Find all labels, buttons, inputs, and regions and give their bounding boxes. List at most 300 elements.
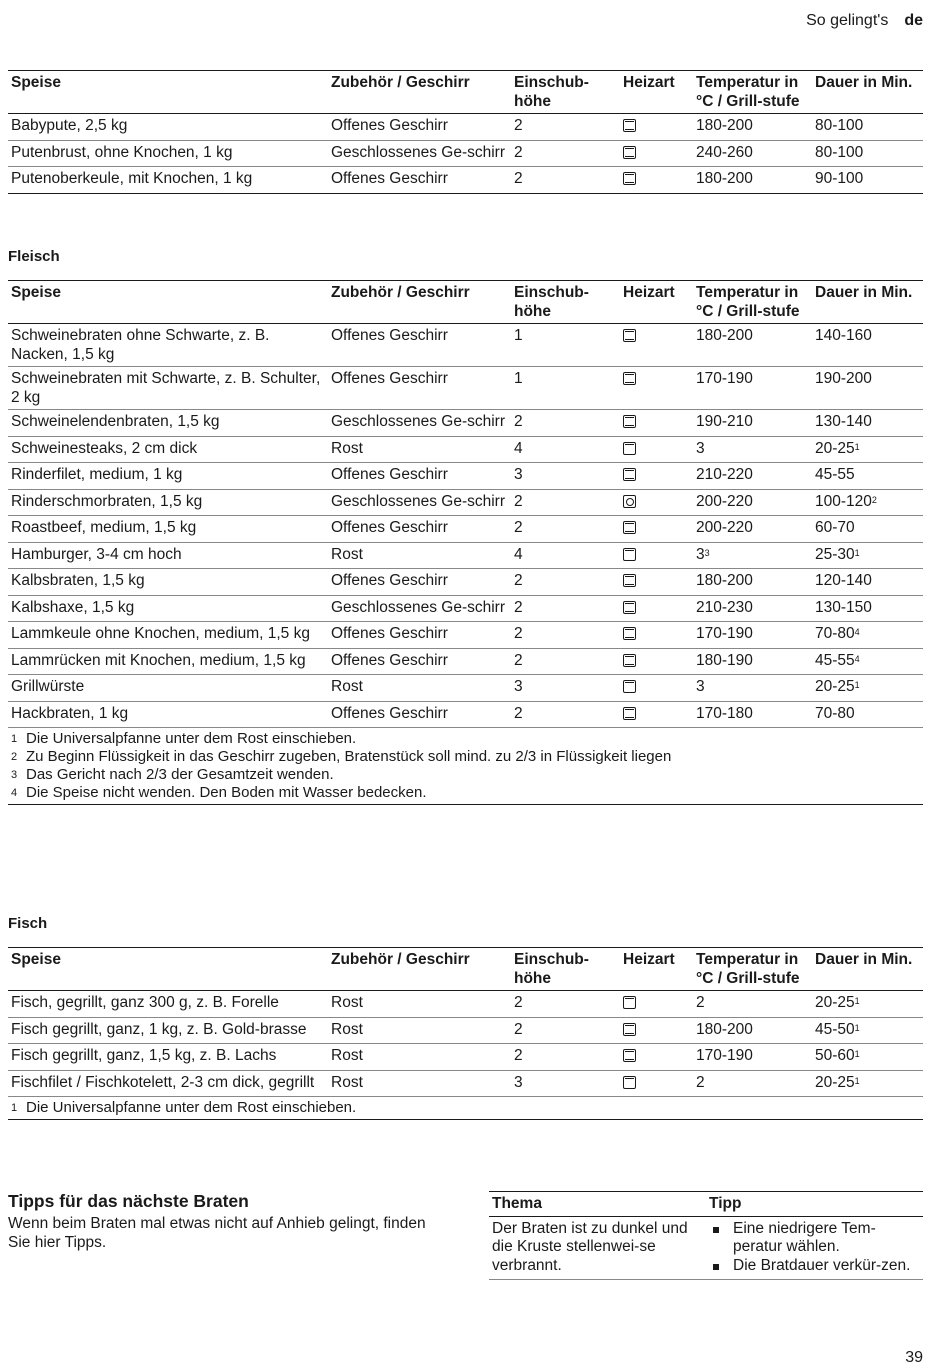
column-header: Dauer in Min. — [815, 284, 913, 301]
cell-duration — [812, 1017, 923, 1044]
duration: 190-200 — [815, 370, 872, 387]
footnote-ref: 1 — [854, 996, 860, 1006]
cell-level — [511, 140, 620, 167]
footnote — [11, 748, 920, 766]
shelf-level: 2 — [514, 413, 523, 430]
cell-temp — [693, 1070, 812, 1097]
cell-dish — [8, 367, 328, 410]
cell-level — [511, 114, 620, 141]
temperature: 180-200 — [696, 327, 753, 344]
cell-duration — [812, 516, 923, 543]
table-row — [8, 1070, 923, 1097]
section-title: Fisch — [8, 915, 48, 932]
shelf-level: 2 — [514, 1020, 523, 1038]
footnotes — [8, 728, 923, 805]
temperature: 180-190 — [696, 651, 753, 669]
cell-duration — [812, 140, 923, 167]
shelf-level: 3 — [514, 678, 523, 695]
temperature: 170-190 — [696, 370, 753, 387]
duration: 60-70 — [815, 519, 855, 536]
shelf-level: 2 — [514, 625, 523, 642]
dish-name: Fisch, gegrillt, ganz 300 g, z. B. Forelle — [11, 994, 279, 1011]
grill-fan-icon — [623, 1049, 636, 1062]
shelf-level: 2 — [514, 994, 523, 1011]
shelf-level: 2 — [514, 143, 523, 161]
cell-dish — [8, 1044, 328, 1071]
cell-dish — [8, 675, 328, 702]
duration: 20-25 — [815, 1073, 855, 1091]
cell-duration — [812, 675, 923, 702]
column-header: Zubehör / Geschirr — [331, 74, 470, 91]
cell-level — [511, 167, 620, 194]
tips-intro: Wenn beim Braten mal etwas nicht auf Anhieb gelingt, finden Sie hier Tipps. — [8, 1215, 426, 1251]
cell-temp — [693, 516, 812, 543]
dish-name: Lammkeule ohne Knochen, medium, 1,5 kg — [11, 625, 310, 642]
cell-temp — [693, 367, 812, 410]
cell-dish — [8, 569, 328, 596]
cell-heat — [620, 410, 693, 437]
tips-body — [489, 1216, 923, 1280]
tips-table — [489, 1191, 923, 1280]
shelf-level: 2 — [514, 170, 523, 187]
shelf-level: 1 — [514, 370, 523, 387]
accessory: Rost — [331, 1073, 363, 1091]
cell-level — [511, 324, 620, 367]
footnote-text: Die Speise nicht wenden. Den Boden mit Wasser bedecken. — [26, 784, 427, 801]
cell-dish — [8, 140, 328, 167]
footnote-text: Das Gericht nach 2/3 der Gesamtzeit wenden. — [26, 766, 334, 783]
duration: 20-25 — [815, 994, 855, 1011]
temperature: 200-220 — [696, 492, 753, 510]
dish-name: Hackbraten, 1 kg — [11, 704, 129, 722]
cell-heat — [620, 675, 693, 702]
cell-duration — [812, 595, 923, 622]
fan-heat-icon — [623, 495, 636, 508]
cell-heat — [620, 516, 693, 543]
table-header-row — [8, 71, 923, 114]
tips-theme: Der Braten ist zu dunkel und die Kruste stellenwei-se verbrannt. — [492, 1219, 688, 1274]
duration: 20-25 — [815, 439, 855, 457]
footnote-mark: 3 — [11, 769, 18, 781]
cell-temp — [693, 114, 812, 141]
cell-level — [511, 489, 620, 516]
dish-name: Kalbshaxe, 1,5 kg — [11, 598, 135, 616]
cell-level — [511, 991, 620, 1018]
temperature: 3 — [696, 439, 705, 457]
grill-fan-icon — [623, 627, 636, 640]
duration: 70-80 — [815, 625, 855, 642]
footnotes-row — [8, 728, 923, 805]
shelf-level: 2 — [514, 1047, 523, 1064]
header-lang: de — [904, 12, 923, 29]
cell-temp — [693, 675, 812, 702]
dish-name: Fischfilet / Fischkotelett, 2-3 cm dick, gegrillt — [11, 1073, 315, 1091]
table-row — [8, 675, 923, 702]
tips-row — [489, 1216, 923, 1280]
footnotes-row — [8, 1097, 923, 1120]
accessory: Rost — [331, 994, 363, 1011]
cell-heat — [620, 436, 693, 463]
cell-temp — [693, 595, 812, 622]
cell-dish — [8, 516, 328, 543]
cell-accessory — [328, 648, 511, 675]
grill-icon — [623, 996, 636, 1009]
footnote — [11, 730, 920, 748]
cooking-table — [8, 70, 923, 194]
accessory: Rost — [331, 1047, 363, 1064]
cell-duration — [812, 542, 923, 569]
shelf-level: 1 — [514, 327, 523, 344]
grill-icon — [623, 1076, 636, 1089]
cell-temp — [693, 140, 812, 167]
cell-dish — [8, 114, 328, 141]
shelf-level: 4 — [514, 545, 523, 563]
cell-duration — [812, 622, 923, 649]
footnote-ref: 1 — [854, 441, 860, 452]
accessory: Offenes Geschirr — [331, 117, 448, 134]
footnote-ref: 3 — [704, 547, 710, 558]
grill-fan-icon — [623, 654, 636, 667]
table-row — [8, 516, 923, 543]
column-header: Speise — [11, 284, 61, 301]
cell-temp — [693, 167, 812, 194]
column-header: Temperatur in °C / Grill-stufe — [696, 284, 800, 320]
cell-dish — [8, 542, 328, 569]
cell-temp — [693, 622, 812, 649]
cell-heat — [620, 991, 693, 1018]
dish-name: Hamburger, 3-4 cm hoch — [11, 545, 182, 563]
cell-level — [511, 1070, 620, 1097]
temperature: 170-190 — [696, 625, 753, 642]
section-title: Fleisch — [8, 248, 60, 265]
cell-temp — [693, 991, 812, 1018]
cell-heat — [620, 489, 693, 516]
cell-dish — [8, 410, 328, 437]
temperature: 170-180 — [696, 704, 753, 722]
top-bottom-heat-icon — [623, 601, 636, 614]
shelf-level: 2 — [514, 704, 523, 722]
cell-level — [511, 569, 620, 596]
temperature: 180-200 — [696, 1020, 753, 1038]
cell-accessory — [328, 595, 511, 622]
cell-temp — [693, 648, 812, 675]
cell-duration — [812, 1044, 923, 1071]
accessory: Offenes Geschirr — [331, 327, 448, 344]
cell-temp — [693, 463, 812, 490]
shelf-level: 2 — [514, 598, 523, 616]
cell-duration — [812, 367, 923, 410]
cell-accessory — [328, 140, 511, 167]
footnote-mark: 4 — [11, 787, 18, 799]
accessory: Rost — [331, 1020, 363, 1038]
tip-item: Eine niedrigere Tem-peratur wählen. — [709, 1220, 920, 1257]
grill-fan-icon — [623, 372, 636, 385]
table-row — [8, 167, 923, 194]
footnote-ref: 1 — [854, 547, 860, 558]
duration: 25-30 — [815, 545, 855, 563]
top-bottom-heat-icon — [623, 468, 636, 481]
table-row — [8, 595, 923, 622]
duration: 80-100 — [815, 143, 864, 161]
cell-accessory — [328, 489, 511, 516]
cell-temp — [693, 1044, 812, 1071]
duration: 90-100 — [815, 170, 864, 187]
cell-accessory — [328, 410, 511, 437]
cell-dish — [8, 489, 328, 516]
shelf-level: 2 — [514, 492, 523, 510]
accessory: Offenes Geschirr — [331, 519, 448, 536]
grill-fan-icon — [623, 329, 636, 342]
cell-temp — [693, 542, 812, 569]
cell-duration — [812, 324, 923, 367]
cell-accessory — [328, 1017, 511, 1044]
table-row — [8, 140, 923, 167]
accessory: Geschlossenes Ge-schirr — [331, 413, 506, 430]
temperature: 2 — [696, 1073, 705, 1091]
cell-heat — [620, 367, 693, 410]
dish-name: Lammrücken mit Knochen, medium, 1,5 kg — [11, 651, 306, 669]
cell-dish — [8, 1017, 328, 1044]
footnotes — [8, 1097, 923, 1120]
footnote-mark: 1 — [11, 733, 18, 745]
dish-name: Kalbsbraten, 1,5 kg — [11, 572, 145, 589]
cell-duration — [812, 114, 923, 141]
cell-temp — [693, 489, 812, 516]
cell-duration — [812, 991, 923, 1018]
accessory: Offenes Geschirr — [331, 170, 448, 187]
footnote-ref: 2 — [871, 494, 877, 505]
column-header: Heizart — [623, 284, 675, 301]
cell-duration — [812, 648, 923, 675]
table-row — [8, 1017, 923, 1044]
cell-heat — [620, 463, 693, 490]
footnote-ref: 1 — [854, 1049, 860, 1059]
tips-col-tip: Tipp — [709, 1195, 742, 1212]
table-row — [8, 114, 923, 141]
table-row — [8, 489, 923, 516]
top-bottom-heat-icon — [623, 415, 636, 428]
shelf-level: 2 — [514, 572, 523, 589]
column-header: Zubehör / Geschirr — [331, 951, 470, 968]
column-header: Einschub-höhe — [514, 74, 589, 110]
table-row — [8, 324, 923, 367]
column-header: Dauer in Min. — [815, 74, 913, 91]
cell-heat — [620, 114, 693, 141]
grill-fan-icon — [623, 1023, 636, 1036]
temperature: 3 — [696, 545, 705, 563]
cell-dish — [8, 622, 328, 649]
cell-accessory — [328, 516, 511, 543]
cell-level — [511, 648, 620, 675]
footnote-ref: 4 — [854, 627, 860, 637]
cell-dish — [8, 324, 328, 367]
dish-name: Schweinebraten mit Schwarte, z. B. Schulter, 2 kg — [11, 370, 321, 406]
grill-icon — [623, 548, 636, 561]
cell-accessory — [328, 622, 511, 649]
cell-duration — [812, 569, 923, 596]
cell-level — [511, 1044, 620, 1071]
cell-duration — [812, 701, 923, 728]
accessory: Rost — [331, 678, 363, 695]
tips-col-theme: Thema — [492, 1195, 542, 1212]
cell-heat — [620, 701, 693, 728]
top-bottom-heat-icon — [623, 146, 636, 159]
cell-level — [511, 410, 620, 437]
temperature: 190-210 — [696, 413, 753, 430]
cell-duration — [812, 1070, 923, 1097]
cell-accessory — [328, 675, 511, 702]
column-header: Speise — [11, 951, 61, 968]
temperature: 180-200 — [696, 170, 753, 187]
table-row — [8, 463, 923, 490]
cell-temp — [693, 436, 812, 463]
cell-accessory — [328, 1044, 511, 1071]
tips-title: Tipps für das nächste Braten — [8, 1191, 249, 1211]
accessory: Geschlossenes Ge-schirr — [331, 492, 506, 510]
table-row — [8, 367, 923, 410]
accessory: Geschlossenes Ge-schirr — [331, 143, 506, 161]
shelf-level: 4 — [514, 439, 523, 457]
footnote-ref: 1 — [854, 1075, 860, 1086]
footnote — [11, 766, 920, 784]
temperature: 210-230 — [696, 598, 753, 616]
cell-accessory — [328, 542, 511, 569]
cell-heat — [620, 1070, 693, 1097]
cell-temp — [693, 1017, 812, 1044]
cell-heat — [620, 1044, 693, 1071]
column-header: Heizart — [623, 74, 675, 91]
shelf-level: 2 — [514, 117, 523, 134]
temperature: 210-220 — [696, 466, 753, 483]
cell-heat — [620, 140, 693, 167]
column-header: Speise — [11, 74, 61, 91]
accessory: Offenes Geschirr — [331, 466, 448, 483]
footnote-ref: 1 — [854, 680, 860, 690]
duration: 120-140 — [815, 572, 872, 589]
cell-level — [511, 675, 620, 702]
cell-dish — [8, 991, 328, 1018]
cell-accessory — [328, 463, 511, 490]
column-header: Temperatur in °C / Grill-stufe — [696, 951, 800, 987]
dish-name: Rinderschmorbraten, 1,5 kg — [11, 492, 203, 510]
cell-duration — [812, 410, 923, 437]
shelf-level: 2 — [514, 651, 523, 669]
temperature: 2 — [696, 994, 705, 1011]
duration: 45-55 — [815, 651, 855, 669]
duration: 45-55 — [815, 466, 855, 483]
accessory: Offenes Geschirr — [331, 704, 448, 722]
cell-duration — [812, 167, 923, 194]
cell-level — [511, 701, 620, 728]
temperature: 180-200 — [696, 117, 753, 134]
table-row — [8, 542, 923, 569]
dish-name: Putenoberkeule, mit Knochen, 1 kg — [11, 170, 253, 187]
dish-name: Roastbeef, medium, 1,5 kg — [11, 519, 197, 536]
temperature: 180-200 — [696, 572, 753, 589]
column-header: Heizart — [623, 951, 675, 968]
accessory: Offenes Geschirr — [331, 572, 448, 589]
cell-accessory — [328, 436, 511, 463]
tip-item: Die Bratdauer verkür-zen. — [709, 1257, 920, 1276]
tips-list-cell — [706, 1216, 923, 1280]
dish-name: Schweinesteaks, 2 cm dick — [11, 439, 198, 457]
accessory: Rost — [331, 439, 363, 457]
cell-heat — [620, 648, 693, 675]
cell-duration — [812, 463, 923, 490]
accessory: Offenes Geschirr — [331, 370, 448, 387]
grill-fan-icon — [623, 707, 636, 720]
cell-accessory — [328, 367, 511, 410]
accessory: Rost — [331, 545, 363, 563]
grill-icon — [623, 442, 636, 455]
cell-heat — [620, 595, 693, 622]
grill-fan-icon — [623, 119, 636, 132]
table-row — [8, 569, 923, 596]
accessory: Offenes Geschirr — [331, 625, 448, 642]
cell-dish — [8, 1070, 328, 1097]
table-header-row — [8, 281, 923, 324]
column-header: Temperatur in °C / Grill-stufe — [696, 74, 800, 110]
cell-heat — [620, 1017, 693, 1044]
temperature: 170-190 — [696, 1047, 753, 1064]
footnote-text: Die Universalpfanne unter dem Rost einschieben. — [26, 730, 357, 747]
footnote-mark: 1 — [11, 1102, 18, 1114]
dish-name: Babypute, 2,5 kg — [11, 117, 128, 134]
dish-name: Schweinebraten ohne Schwarte, z. B. Nacken, 1,5 kg — [11, 327, 270, 363]
cell-accessory — [328, 324, 511, 367]
cooking-table — [8, 947, 923, 1120]
cell-temp — [693, 324, 812, 367]
column-header: Dauer in Min. — [815, 951, 913, 968]
dish-name: Grillwürste — [11, 678, 85, 695]
cell-level — [511, 595, 620, 622]
cell-duration — [812, 489, 923, 516]
temperature: 240-260 — [696, 143, 753, 161]
footnote-text: Die Universalpfanne unter dem Rost einschieben. — [26, 1099, 357, 1116]
cooking-table — [8, 280, 923, 805]
cell-heat — [620, 622, 693, 649]
duration: 100-120 — [815, 492, 872, 510]
tips-header-row — [489, 1192, 923, 1217]
header-section: So gelingt's — [806, 12, 889, 29]
table-row — [8, 648, 923, 675]
column-header: Zubehör / Geschirr — [331, 284, 470, 301]
table-row — [8, 410, 923, 437]
temperature: 3 — [696, 678, 705, 695]
cell-level — [511, 436, 620, 463]
cell-level — [511, 622, 620, 649]
footnote-text: Zu Beginn Flüssigkeit in das Geschirr zugeben, Bratenstück soll mind. zu 2/3 in Flüssigkeit liegen — [26, 748, 672, 765]
cell-heat — [620, 167, 693, 194]
page-header — [806, 12, 923, 30]
duration: 130-140 — [815, 413, 872, 430]
grill-fan-icon — [623, 521, 636, 534]
cell-accessory — [328, 991, 511, 1018]
cell-level — [511, 367, 620, 410]
footnote-ref: 1 — [854, 1022, 860, 1033]
grill-icon — [623, 680, 636, 693]
cell-accessory — [328, 1070, 511, 1097]
column-header: Einschub-höhe — [514, 284, 589, 320]
cell-level — [511, 516, 620, 543]
cell-temp — [693, 410, 812, 437]
cell-heat — [620, 324, 693, 367]
cell-temp — [693, 569, 812, 596]
dish-name: Fisch gegrillt, ganz, 1,5 kg, z. B. Lachs — [11, 1047, 277, 1064]
table-row — [8, 622, 923, 649]
cell-level — [511, 463, 620, 490]
shelf-level: 3 — [514, 466, 523, 483]
